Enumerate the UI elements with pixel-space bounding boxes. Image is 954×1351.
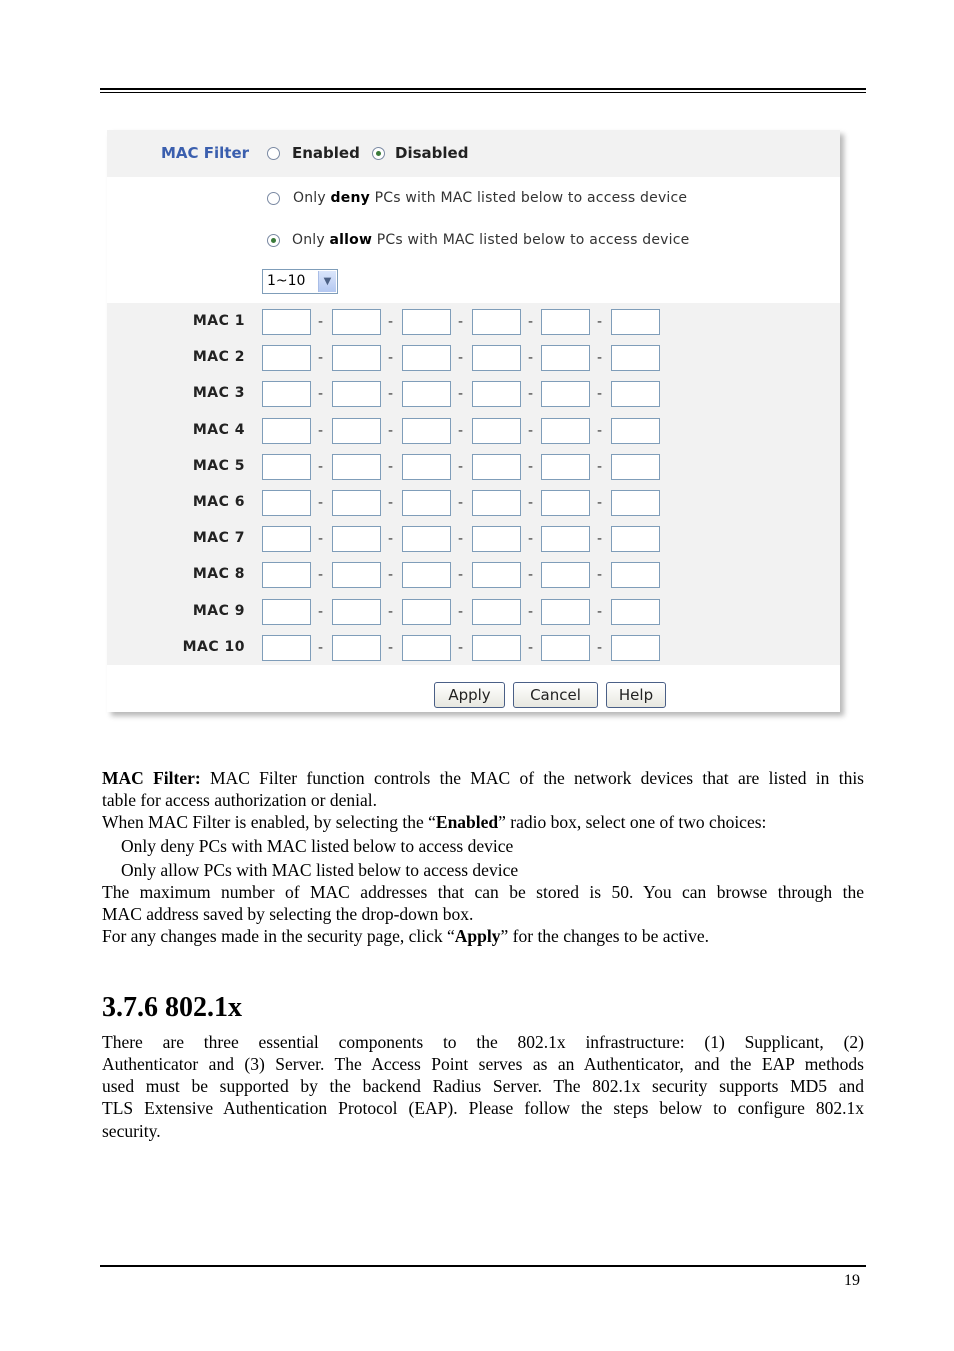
mac-octet-input[interactable] [472, 635, 521, 661]
mac-octet-input[interactable] [332, 418, 381, 444]
mac-octet-input[interactable] [541, 562, 590, 588]
mac-octet-input[interactable] [402, 490, 451, 516]
mac-octet-input[interactable] [611, 309, 660, 335]
mac-row-label: MAC 10 [182, 638, 245, 655]
mac-octet-input[interactable] [611, 345, 660, 371]
octet-separator: - [318, 422, 324, 439]
mac-filter-screenshot [107, 130, 840, 712]
octet-separator: - [318, 458, 324, 475]
mac-row-label: MAC 2 [192, 349, 245, 366]
mac-octet-input[interactable] [332, 309, 381, 335]
mac-row [107, 526, 840, 552]
deny-radio[interactable] [267, 192, 280, 205]
mac-octet-input[interactable] [472, 418, 521, 444]
mac-octet-input[interactable] [332, 345, 381, 371]
mac-filter-label: MAC Filter [161, 144, 250, 162]
mac-octet-input[interactable] [402, 599, 451, 625]
octet-separator: - [318, 386, 324, 403]
octet-separator: - [458, 386, 464, 403]
octet-separator: - [528, 639, 534, 656]
mac-octet-input[interactable] [541, 418, 590, 444]
mac-row-label: MAC 4 [192, 421, 245, 438]
enabled-instruction: When MAC Filter is enabled, by selecting the “Enabled” radio box, select one of two choices: [102, 812, 767, 832]
mac-octet-input[interactable] [541, 454, 590, 480]
octet-separator: - [597, 531, 603, 548]
mac-row-label: MAC 6 [192, 494, 245, 510]
mac-octet-input[interactable] [262, 454, 311, 480]
mac-octet-input[interactable] [541, 309, 590, 335]
mac-octet-input[interactable] [332, 635, 381, 661]
enabled-radio[interactable] [267, 147, 280, 160]
octet-separator: - [458, 458, 464, 475]
apply-instruction: For any changes made in the security page, click “Apply” for the changes to be active. [102, 926, 709, 946]
octet-separator: - [458, 603, 464, 620]
mac-filter-description-line1: MAC Filter: MAC Filter function controls the MAC of the network devices that are listed in this [102, 768, 864, 788]
mac-row-label: MAC 3 [192, 385, 245, 402]
mac-octet-input[interactable] [472, 490, 521, 516]
octet-separator: - [388, 314, 394, 330]
octet-separator: - [388, 603, 394, 620]
intro-line3: used must be supported by the backend Radius Server. The 802.1x security supports MD5 and [102, 1076, 864, 1096]
intro-line5: security. [102, 1121, 161, 1141]
mac-octet-input[interactable] [262, 599, 311, 625]
octet-separator: - [597, 386, 603, 403]
disabled-radio[interactable] [372, 147, 385, 160]
octet-separator: - [528, 386, 534, 403]
page-number: 19 [844, 1272, 860, 1289]
mac-octet-input[interactable] [472, 526, 521, 552]
mac-row [107, 562, 840, 588]
mac-octet-input[interactable] [332, 599, 381, 625]
octet-separator: - [388, 567, 394, 584]
octet-separator: - [318, 495, 324, 511]
mac-octet-input[interactable] [541, 635, 590, 661]
mac-octet-input[interactable] [332, 526, 381, 552]
mac-octet-input[interactable] [611, 526, 660, 552]
mac-octet-input[interactable] [262, 345, 311, 371]
allow-radio[interactable] [267, 234, 280, 247]
mac-octet-input[interactable] [541, 345, 590, 371]
max-mac-line2: MAC address saved by selecting the drop-down box. [102, 904, 474, 924]
mac-octet-input[interactable] [262, 526, 311, 552]
mac-row-label: MAC 1 [192, 313, 245, 329]
mac-octet-input[interactable] [611, 562, 660, 588]
octet-separator: - [458, 350, 464, 367]
header-rule [100, 88, 866, 93]
mac-octet-input[interactable] [611, 418, 660, 444]
octet-separator: - [388, 350, 394, 367]
choice-allow: Only allow PCs with MAC listed below to access device [121, 860, 519, 880]
mac-octet-input[interactable] [472, 381, 521, 407]
octet-separator: - [597, 639, 603, 656]
octet-separator: - [318, 639, 324, 656]
mac-row [107, 418, 840, 444]
octet-separator: - [458, 495, 464, 511]
mac-row [107, 599, 840, 625]
octet-separator: - [388, 386, 394, 403]
mac-octet-input[interactable] [262, 562, 311, 588]
octet-separator: - [318, 531, 324, 548]
octet-separator: - [597, 567, 603, 584]
mac-octet-input[interactable] [611, 490, 660, 516]
cancel-button[interactable]: Cancel [513, 682, 598, 708]
apply-button[interactable]: Apply [434, 682, 505, 708]
mac-octet-input[interactable] [402, 309, 451, 335]
range-select-value: 1~10 [267, 273, 306, 289]
mac-row [107, 309, 840, 335]
allow-option-text: Only allow PCs with MAC listed below to access device [292, 232, 690, 248]
mac-octet-input[interactable] [472, 345, 521, 371]
disabled-label: Disabled [395, 144, 469, 162]
octet-separator: - [597, 314, 603, 330]
mac-octet-input[interactable] [541, 599, 590, 625]
mac-octet-input[interactable] [332, 454, 381, 480]
max-mac-line1: The maximum number of MAC addresses that can be stored is 50. You can browse through the [102, 882, 864, 902]
octet-separator: - [597, 458, 603, 475]
mac-octet-input[interactable] [611, 381, 660, 407]
choice-deny: Only deny PCs with MAC listed below to access device [121, 836, 514, 856]
intro-line4: TLS Extensive Authentication Protocol (EAP). Please follow the steps below to configure 802.1x [102, 1098, 864, 1118]
octet-separator: - [528, 567, 534, 584]
octet-separator: - [597, 495, 603, 511]
mac-octet-input[interactable] [402, 526, 451, 552]
octet-separator: - [388, 495, 394, 511]
octet-separator: - [528, 422, 534, 439]
mac-octet-input[interactable] [262, 309, 311, 335]
octet-separator: - [388, 531, 394, 548]
mac-octet-input[interactable] [402, 562, 451, 588]
mac-octet-input[interactable] [402, 418, 451, 444]
deny-option-text: Only deny PCs with MAC listed below to access device [293, 190, 688, 206]
mac-octet-input[interactable] [262, 490, 311, 516]
mac-row [107, 381, 840, 407]
octet-separator: - [458, 531, 464, 548]
octet-separator: - [458, 422, 464, 439]
octet-separator: - [318, 603, 324, 620]
mac-octet-input[interactable] [332, 490, 381, 516]
chevron-down-icon[interactable]: ▼ [318, 271, 336, 292]
mac-octet-input[interactable] [541, 381, 590, 407]
octet-separator: - [528, 314, 534, 330]
mac-octet-input[interactable] [332, 381, 381, 407]
mac-octet-input[interactable] [402, 381, 451, 407]
octet-separator: - [528, 495, 534, 511]
range-select[interactable] [262, 269, 338, 294]
octet-separator: - [458, 639, 464, 656]
octet-separator: - [528, 603, 534, 620]
octet-separator: - [318, 314, 324, 330]
octet-separator: - [597, 603, 603, 620]
mac-octet-input[interactable] [262, 418, 311, 444]
mac-octet-input[interactable] [332, 562, 381, 588]
octet-separator: - [388, 422, 394, 439]
mac-octet-input[interactable] [262, 381, 311, 407]
mac-octet-input[interactable] [472, 309, 521, 335]
mac-octet-input[interactable] [541, 490, 590, 516]
mac-row-label: MAC 7 [192, 530, 245, 547]
mac-row [107, 490, 840, 516]
enabled-label: Enabled [292, 144, 360, 162]
octet-separator: - [388, 639, 394, 656]
mac-octet-input[interactable] [472, 599, 521, 625]
octet-separator: - [528, 350, 534, 367]
mac-octet-input[interactable] [472, 454, 521, 480]
mac-octet-input[interactable] [402, 635, 451, 661]
mac-octet-input[interactable] [402, 454, 451, 480]
octet-separator: - [458, 567, 464, 584]
mac-filter-description-line2: table for access authorization or denial. [102, 790, 378, 810]
octet-separator: - [318, 567, 324, 584]
mac-octet-input[interactable] [611, 454, 660, 480]
octet-separator: - [597, 350, 603, 367]
octet-separator: - [528, 531, 534, 548]
mac-octet-input[interactable] [472, 562, 521, 588]
mac-octet-input[interactable] [541, 526, 590, 552]
mac-octet-input[interactable] [611, 635, 660, 661]
octet-separator: - [318, 350, 324, 367]
mac-row [107, 454, 840, 480]
octet-separator: - [458, 314, 464, 330]
mac-octet-input[interactable] [402, 345, 451, 371]
mac-row-label: MAC 8 [192, 566, 245, 583]
footer-rule [100, 1265, 866, 1267]
mac-row [107, 345, 840, 371]
mac-row-label: MAC 9 [192, 602, 245, 619]
section-heading: 3.7.6 802.1x [102, 992, 242, 1023]
mac-row [107, 635, 840, 661]
octet-separator: - [528, 458, 534, 475]
mac-row-label: MAC 5 [192, 457, 245, 474]
intro-line1: There are three essential components to the 802.1x infrastructure: (1) Supplicant, (2) [102, 1032, 864, 1052]
octet-separator: - [597, 422, 603, 439]
mac-octet-input[interactable] [262, 635, 311, 661]
mac-octet-input[interactable] [611, 599, 660, 625]
octet-separator: - [388, 458, 394, 475]
help-button[interactable]: Help [606, 682, 666, 708]
intro-line2: Authenticator and (3) Server. The Access Point serves as an Authenticator, and the EAP methods [102, 1054, 864, 1074]
